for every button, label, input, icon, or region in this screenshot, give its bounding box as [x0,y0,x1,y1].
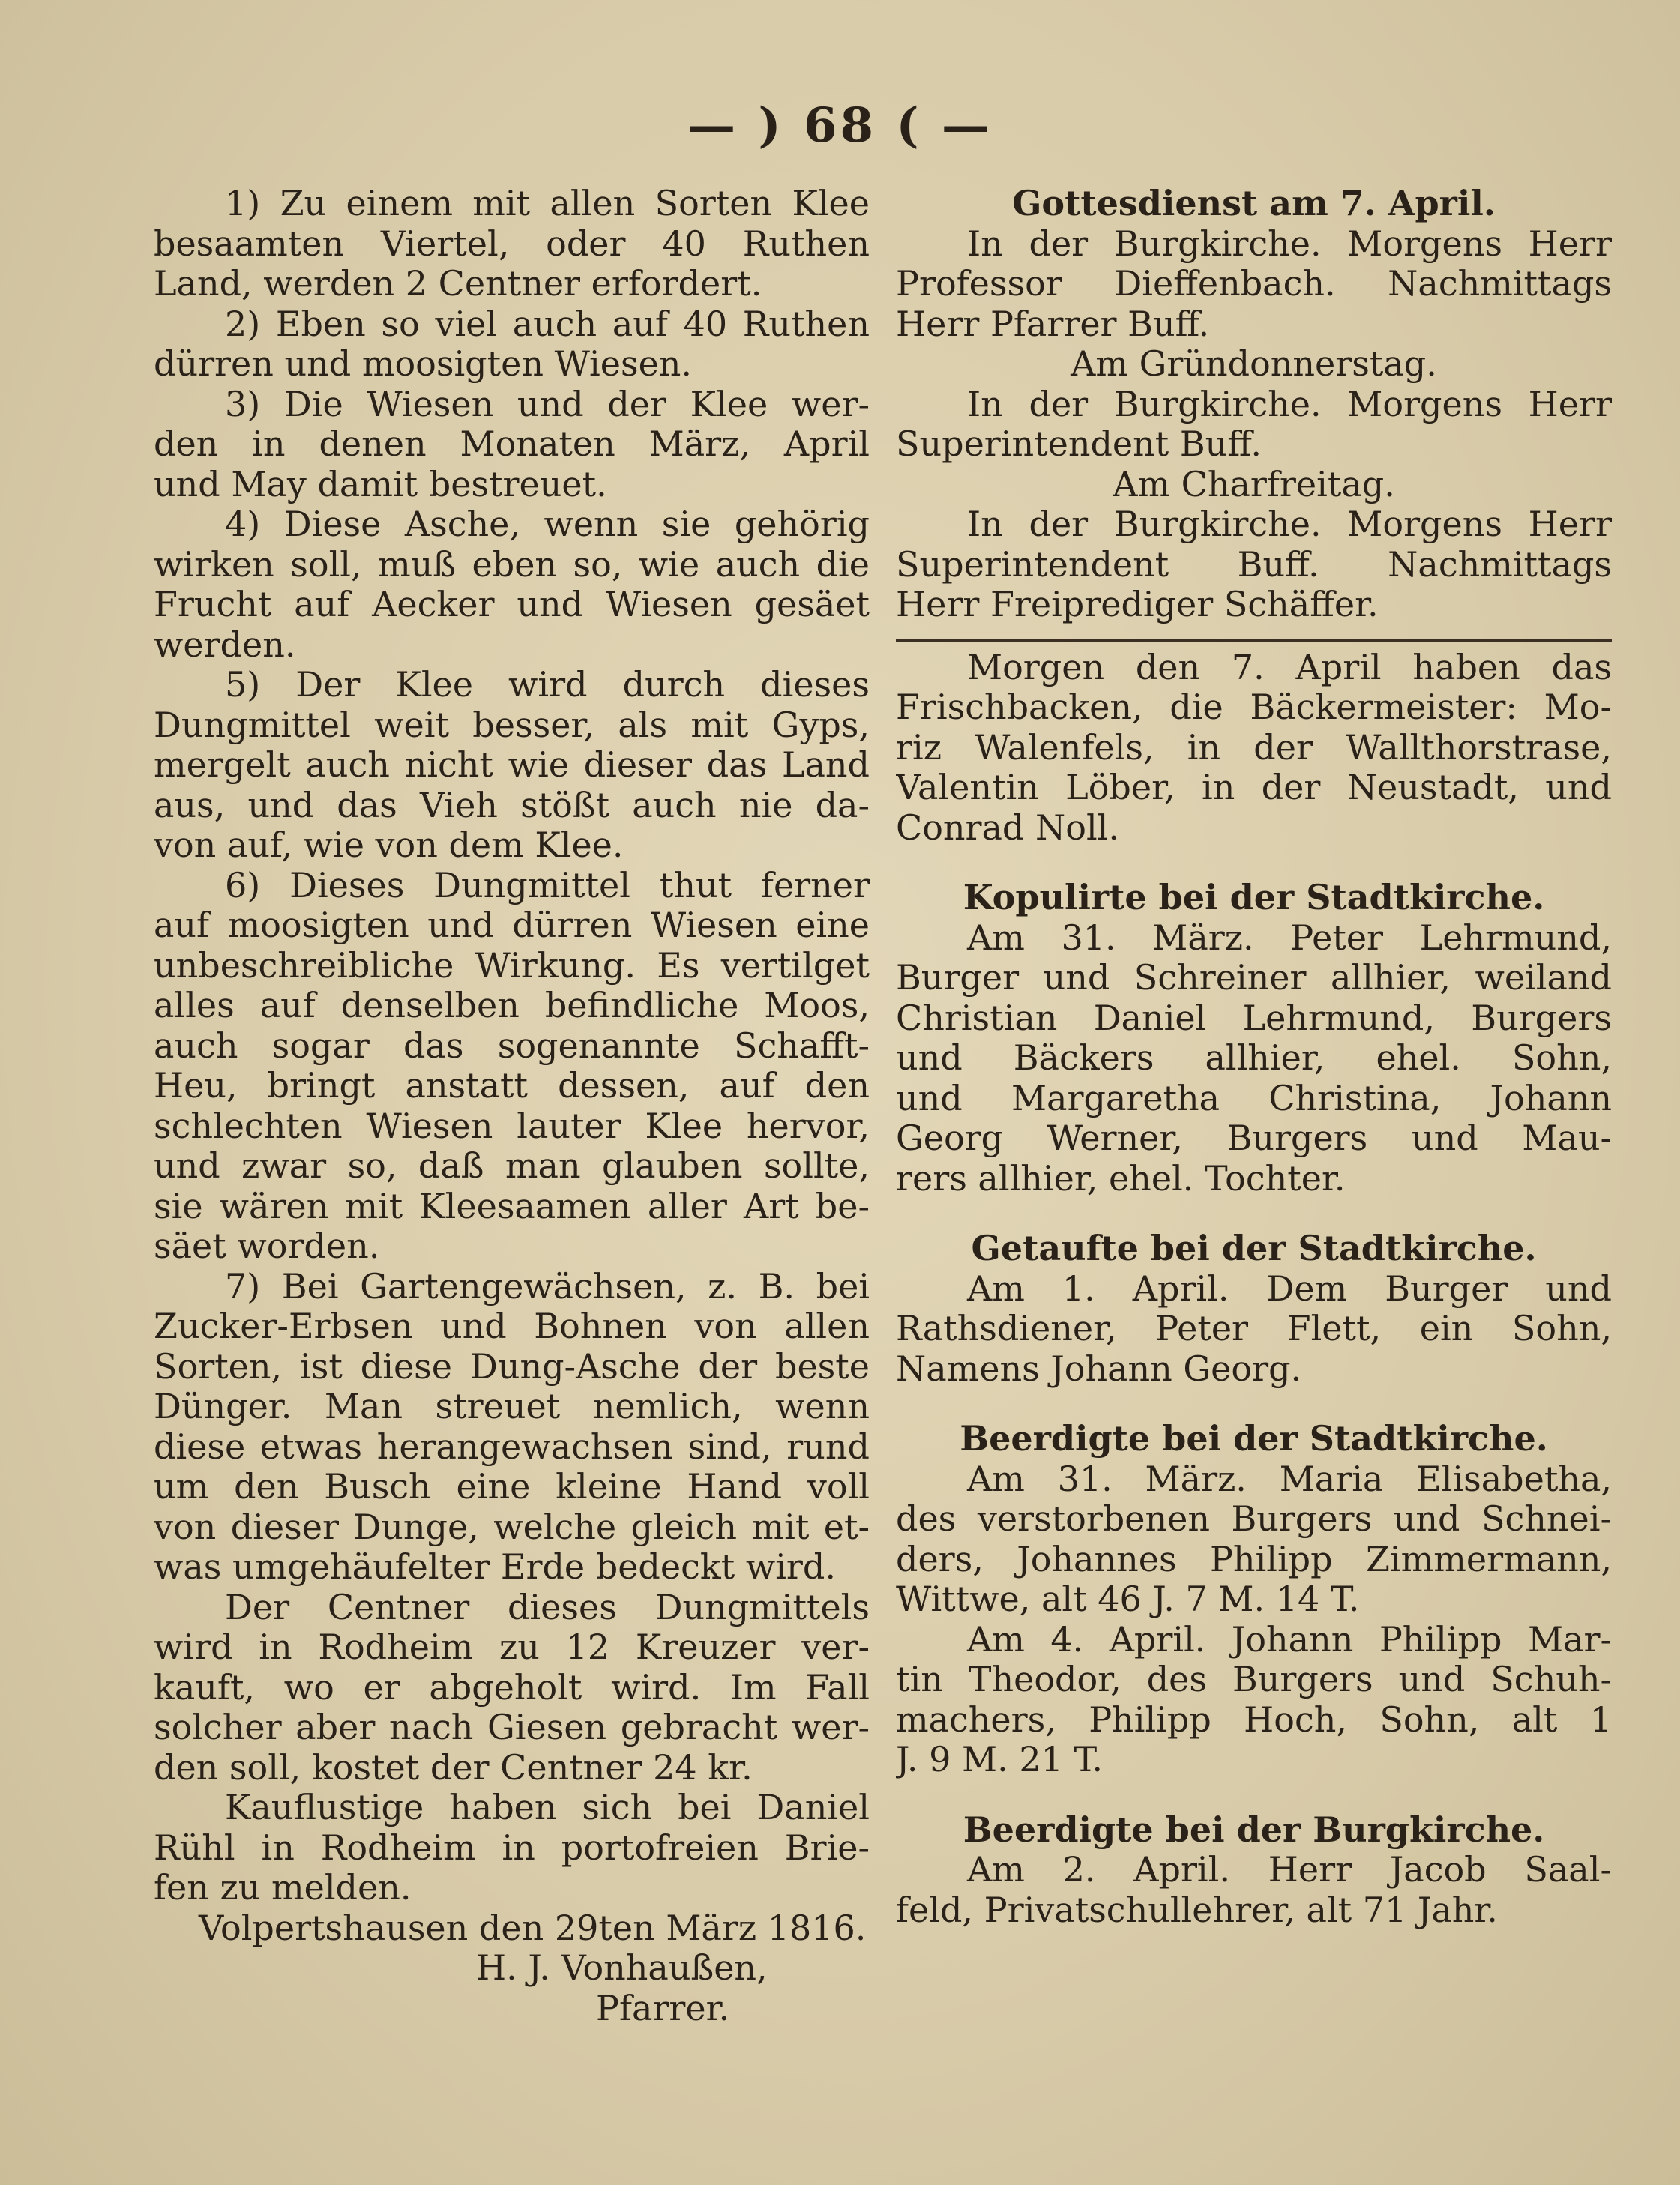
text-line: aus, und das Vieh stößt auch nie da- [154,785,870,825]
text-line: von dieser Dunge, welche gleich mit et- [154,1507,870,1547]
text-line: Am 31. März. Peter Lehrmund, [967,917,1612,958]
section-heading: Getaufte bei der Stadtkirche. [971,1229,1537,1268]
section-heading: Beerdigte bei der Stadtkirche. [960,1419,1548,1459]
text-line: fen zu melden. [154,1868,412,1908]
divider [896,639,1612,642]
text-line: In der Burgkirche. Morgens Herr [967,223,1612,264]
text-line: mergelt auch nicht wie dieser das Land [154,745,870,785]
text-line: sie wären mit Kleesaamen aller Art be- [154,1186,870,1226]
dateline: Volpertshausen den 29ten März 1816. [199,1908,867,1948]
text-line: besaamten Viertel, oder 40 Ruthen [154,223,870,264]
text-line: Wittwe, alt 46 J. 7 M. 14 T. [896,1579,1360,1619]
text-line: 3) Die Wiesen und der Klee wer- [225,384,870,424]
left-column [154,184,870,2028]
text-line: solcher aber nach Giesen gebracht wer- [154,1708,870,1747]
section-heading: Kopulirte bei der Stadtkirche. [963,878,1545,917]
text-line: Valentin Löber, in der Neustadt, und [896,768,1612,807]
text-line: um den Busch eine kleine Hand voll [154,1467,870,1507]
text-line: 5) Der Klee wird durch dieses [225,665,870,705]
text-line: feld, Privatschullehrer, alt 71 Jahr. [896,1890,1498,1930]
text-line: Am 1. April. Dem Burger und [967,1268,1612,1309]
text-line: Rathsdiener, Peter Flett, ein Sohn, [896,1309,1612,1348]
text-line: 6) Dieses Dungmittel thut ferner [225,865,870,905]
text-line: den soll, kostet der Centner 24 kr. [154,1747,753,1788]
page-number: — ) 68 ( — [687,97,993,154]
text-line: Herr Freiprediger Schäffer. [896,585,1379,624]
text-line: Rühl in Rodheim in portofreien Brie- [154,1827,870,1868]
text-line: Frischbacken, die Bäckermeister: Mo- [896,687,1612,727]
text-line: alles auf denselben befindliche Moos, [154,986,870,1025]
text-line: säet worden. [154,1226,380,1266]
text-line: Am 4. April. Johann Philipp Mar- [967,1619,1612,1660]
text-line: In der Burgkirche. Morgens Herr [967,384,1612,424]
text-line: Dünger. Man streuet nemlich, wenn [154,1387,870,1426]
section-heading: Beerdigte bei der Burgkirche. [963,1809,1545,1850]
text-line: Conrad Noll. [896,807,1119,848]
text-line: Am 2. April. Herr Jacob Saal- [967,1850,1612,1890]
right-column [896,184,1612,1930]
text-line: 2) Eben so viel auch auf 40 Ruthen [225,304,870,344]
text-line: 4) Diese Asche, wenn sie gehörig [225,504,870,544]
text-line: Burger und Schreiner allhier, weiland [896,958,1612,998]
text-line: Georg Werner, Burgers und Mau- [896,1118,1612,1158]
text-line: des verstorbenen Burgers und Schnei- [896,1499,1612,1539]
text-line: Frucht auf Aecker und Wiesen gesäet [154,585,870,624]
text-line: und May damit bestreuet. [154,464,607,504]
text-line: machers, Philipp Hoch, Sohn, alt 1 [896,1699,1612,1740]
text-line: und Bäckers allhier, ehel. Sohn, [896,1038,1612,1078]
text-line: kauft, wo er abgeholt wird. Im Fall [154,1667,870,1708]
subheading: Am Charfreitag. [1113,464,1395,504]
text-line: und zwar so, daß man glauben sollte, [154,1146,870,1186]
section-heading: Gottesdienst am 7. April. [1012,184,1496,223]
text-line: Heu, bringt anstatt dessen, auf den [154,1066,870,1106]
text-line: Der Centner dieses Dungmittels [225,1587,870,1627]
text-line: wirken soll, muß eben so, wie auch die [154,544,870,585]
text-line: In der Burgkirche. Morgens Herr [967,504,1612,544]
subheading: Am Gründonnerstag. [1071,344,1437,384]
text-line: wird in Rodheim zu 12 Kreuzer ver- [154,1627,870,1667]
text-line: Professor Dieffenbach. Nachmittags [896,264,1612,304]
text-line: auf moosigten und dürren Wiesen eine [154,905,870,945]
text-line: ders, Johannes Philipp Zimmermann, [896,1539,1612,1579]
text-line: Superintendent Buff. [896,424,1262,464]
text-line: Land, werden 2 Centner erfordert. [154,264,762,304]
text-line: was umgehäufelter Erde bedeckt wird. [154,1547,836,1587]
text-line: schlechten Wiesen lauter Klee hervor, [154,1106,870,1146]
signature-title: Pfarrer. [596,1988,730,2028]
text-line: werden. [154,624,296,665]
signature-name: H. J. Vonhaußen, [476,1948,768,1988]
text-line: Herr Pfarrer Buff. [896,304,1210,344]
text-line: Am 31. März. Maria Elisabetha, [967,1459,1612,1499]
text-line: dürren und moosigten Wiesen. [154,344,693,384]
text-line: den in denen Monaten März, April [154,424,870,464]
text-line: Dungmittel weit besser, als mit Gyps, [154,705,870,745]
text-line: Morgen den 7. April haben das [967,647,1612,687]
text-line: Sorten, ist diese Dung-Asche der beste [154,1346,870,1387]
text-line: diese etwas herangewachsen sind, rund [154,1426,870,1467]
text-line: von auf, wie von dem Klee. [154,825,624,865]
text-line: Christian Daniel Lehrmund, Burgers [896,998,1612,1038]
text-line: 1) Zu einem mit allen Sorten Klee [225,184,870,223]
text-line: Zucker-Erbsen und Bohnen von allen [154,1307,870,1346]
text-line: rers allhier, ehel. Tochter. [896,1158,1346,1199]
text-line: tin Theodor, des Burgers und Schuh- [896,1660,1612,1699]
text-line: Kauflustige haben sich bei Daniel [225,1788,870,1827]
text-line: auch sogar das sogenannte Schafft- [154,1025,870,1066]
text-line: unbeschreibliche Wirkung. Es vertilget [154,945,870,986]
text-line: Superintendent Buff. Nachmittags [896,544,1612,585]
text-line: J. 9 M. 21 T. [896,1740,1104,1779]
text-line: Namens Johann Georg. [896,1348,1302,1389]
text-line: und Margaretha Christina, Johann [896,1078,1612,1118]
text-line: riz Walenfels, in der Wallthorstrase, [896,727,1612,768]
text-line: 7) Bei Gartengewächsen, z. B. bei [225,1266,870,1307]
